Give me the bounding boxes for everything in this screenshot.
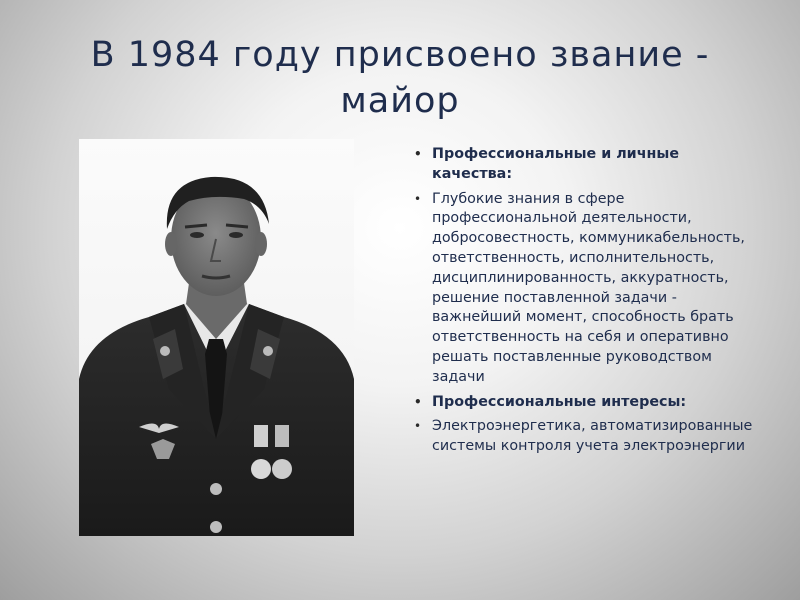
bullet-icon: • <box>414 394 422 409</box>
bullet-item-qualities <box>412 190 762 388</box>
bullet-text: Глубокие знания в сфере профессиональной деятельности, добросовестность, коммуникабельность, ответственность, исполнительность, дисциплинированность, аккуратность, решение поставленной задачи - важнейший момент, способность брать ответственность на себя и оперативно решать поставленные руководством задачи <box>432 190 745 385</box>
bullet-icon: • <box>414 147 422 161</box>
bullet-text: Профессиональные и личные качества: <box>432 146 680 182</box>
bullet-icon: • <box>414 191 422 206</box>
bullet-item-qualities-heading <box>412 145 762 185</box>
bullet-content <box>412 145 762 462</box>
portrait-illustration <box>79 139 354 536</box>
title-line-2: майор <box>340 81 460 121</box>
title-line-1: В 1984 году присвоено звание - <box>90 35 710 75</box>
slide-title <box>40 32 760 124</box>
bullet-item-interests-heading <box>412 393 762 413</box>
bullet-list <box>412 145 762 457</box>
bullet-item-interests <box>412 417 762 457</box>
portrait-photo <box>79 139 354 536</box>
bullet-text: Профессиональные интересы: <box>432 393 687 410</box>
bullet-text: Электроэнергетика, автоматизированные системы контроля учета электроэнергии <box>432 418 753 455</box>
bullet-icon: • <box>414 419 422 434</box>
